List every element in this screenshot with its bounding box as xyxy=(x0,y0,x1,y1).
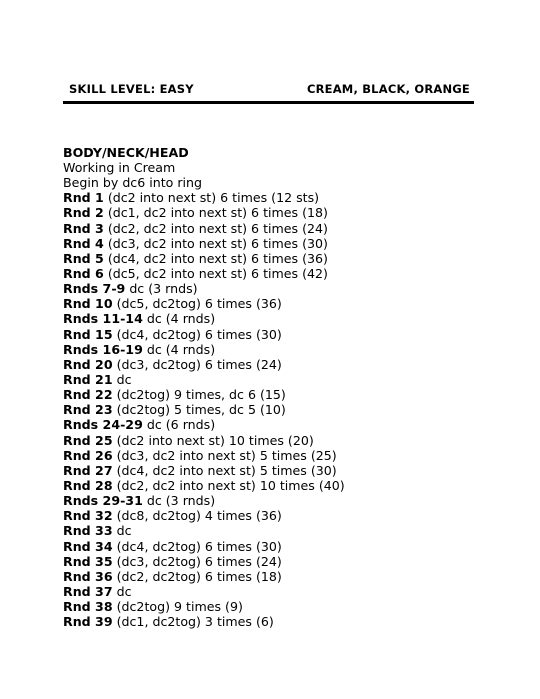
instruction-line xyxy=(63,281,345,296)
instruction-text: (dc2tog) 9 times, dc 6 (15) xyxy=(112,387,286,403)
instruction-text: (dc3, dc2 into next st) 5 times (25) xyxy=(112,447,337,463)
instruction-line xyxy=(63,463,345,478)
round-label: Rnds 24-29 xyxy=(63,417,143,433)
round-label: Rnd 5 xyxy=(63,250,104,266)
round-label: Rnd 28 xyxy=(63,477,113,493)
yarn-colors-label: CREAM, BLACK, ORANGE xyxy=(306,82,470,96)
instruction-text: Begin by dc6 into ring xyxy=(63,175,203,191)
round-label: Rnds 29-31 xyxy=(63,493,143,509)
skill-level-label: SKILL LEVEL: EASY xyxy=(69,82,194,96)
round-label: Rnd 39 xyxy=(63,614,113,630)
instruction-text: (dc2tog) 5 times, dc 5 (10) xyxy=(112,402,286,418)
instruction-text: (dc2 into next st) 6 times (12 sts) xyxy=(103,190,320,206)
instruction-text: dc (4 rnds) xyxy=(142,311,216,327)
round-label: Rnd 37 xyxy=(63,583,113,599)
round-label: Rnd 33 xyxy=(63,523,113,539)
instruction-text: dc xyxy=(112,371,132,387)
section-title: BODY/NECK/HEAD xyxy=(63,145,189,160)
instruction-line xyxy=(63,599,345,614)
instruction-line xyxy=(63,539,345,554)
instruction-line xyxy=(63,508,345,523)
instruction-line xyxy=(63,251,345,266)
instruction-text: (dc3, dc2 into next st) 6 times (30) xyxy=(103,235,328,251)
instruction-line xyxy=(63,387,345,402)
instruction-text: dc (3 rnds) xyxy=(125,281,198,297)
instruction-line xyxy=(63,614,345,629)
round-label: Rnd 38 xyxy=(63,599,113,615)
instruction-text: (dc4, dc2 into next st) 5 times (30) xyxy=(112,462,337,478)
round-label: Rnd 20 xyxy=(63,356,113,372)
round-label: Rnd 32 xyxy=(63,508,113,524)
instruction-line xyxy=(63,478,345,493)
instruction-line xyxy=(63,236,345,251)
instruction-text: (dc4, dc2 into next st) 6 times (36) xyxy=(103,250,328,266)
header-divider xyxy=(63,101,474,104)
instruction-text: (dc1, dc2tog) 3 times (6) xyxy=(112,614,274,630)
instruction-text: (dc2tog) 9 times (9) xyxy=(112,599,243,615)
page-header xyxy=(63,82,474,98)
instruction-line xyxy=(63,523,345,538)
round-label: Rnd 26 xyxy=(63,447,113,463)
round-label: Rnd 35 xyxy=(63,553,113,569)
instruction-line xyxy=(63,327,345,342)
instruction-line xyxy=(63,266,345,281)
instruction-line xyxy=(63,493,345,508)
instruction-line xyxy=(63,160,345,175)
instruction-text: dc xyxy=(112,523,132,539)
instruction-line xyxy=(63,296,345,311)
round-label: Rnd 23 xyxy=(63,402,113,418)
instruction-line xyxy=(63,402,345,417)
round-label: Rnd 36 xyxy=(63,568,113,584)
instruction-text: (dc1, dc2 into next st) 6 times (18) xyxy=(103,205,328,221)
round-label: Rnd 21 xyxy=(63,371,113,387)
round-label: Rnd 10 xyxy=(63,296,113,312)
instruction-text: (dc4, dc2tog) 6 times (30) xyxy=(112,326,282,342)
round-label: Rnd 22 xyxy=(63,387,113,403)
round-label: Rnd 4 xyxy=(63,235,104,251)
round-label: Rnd 27 xyxy=(63,462,113,478)
instruction-line xyxy=(63,342,345,357)
instruction-line xyxy=(63,221,345,236)
instruction-line xyxy=(63,417,345,432)
instruction-line xyxy=(63,175,345,190)
instruction-text: (dc2, dc2tog) 6 times (18) xyxy=(112,568,282,584)
round-label: Rnds 7-9 xyxy=(63,281,126,297)
instruction-line xyxy=(63,372,345,387)
instruction-text: (dc2, dc2 into next st) 10 times (40) xyxy=(112,477,345,493)
instruction-text: dc (4 rnds) xyxy=(142,341,216,357)
instruction-text: (dc2, dc2 into next st) 6 times (24) xyxy=(103,220,328,236)
instruction-text: (dc3, dc2tog) 6 times (24) xyxy=(112,356,282,372)
instruction-text: (dc8, dc2tog) 4 times (36) xyxy=(112,508,282,524)
instruction-line xyxy=(63,357,345,372)
instruction-text: (dc4, dc2tog) 6 times (30) xyxy=(112,538,282,554)
instruction-line xyxy=(63,448,345,463)
instruction-line xyxy=(63,584,345,599)
pattern-instructions xyxy=(63,160,345,629)
instruction-text: (dc3, dc2tog) 6 times (24) xyxy=(112,553,282,569)
instruction-line xyxy=(63,433,345,448)
instruction-text: (dc5, dc2tog) 6 times (36) xyxy=(112,296,282,312)
instruction-text: dc (3 rnds) xyxy=(142,493,216,509)
round-label: Rnd 3 xyxy=(63,220,104,236)
round-label: Rnds 11-14 xyxy=(63,311,143,327)
round-label: Rnd 6 xyxy=(63,265,104,281)
instruction-text: dc xyxy=(112,583,132,599)
round-label: Rnd 15 xyxy=(63,326,113,342)
instruction-text: (dc2 into next st) 10 times (20) xyxy=(112,432,314,448)
instruction-text: dc (6 rnds) xyxy=(142,417,216,433)
round-label: Rnd 25 xyxy=(63,432,113,448)
instruction-line xyxy=(63,311,345,326)
instruction-line xyxy=(63,554,345,569)
round-label: Rnd 1 xyxy=(63,190,104,206)
instruction-line xyxy=(63,569,345,584)
instruction-line xyxy=(63,205,345,220)
round-label: Rnds 16-19 xyxy=(63,341,143,357)
round-label: Rnd 2 xyxy=(63,205,104,221)
instruction-text: (dc5, dc2 into next st) 6 times (42) xyxy=(103,265,328,281)
instruction-line xyxy=(63,190,345,205)
round-label: Rnd 34 xyxy=(63,538,113,554)
instruction-text: Working in Cream xyxy=(63,160,176,175)
